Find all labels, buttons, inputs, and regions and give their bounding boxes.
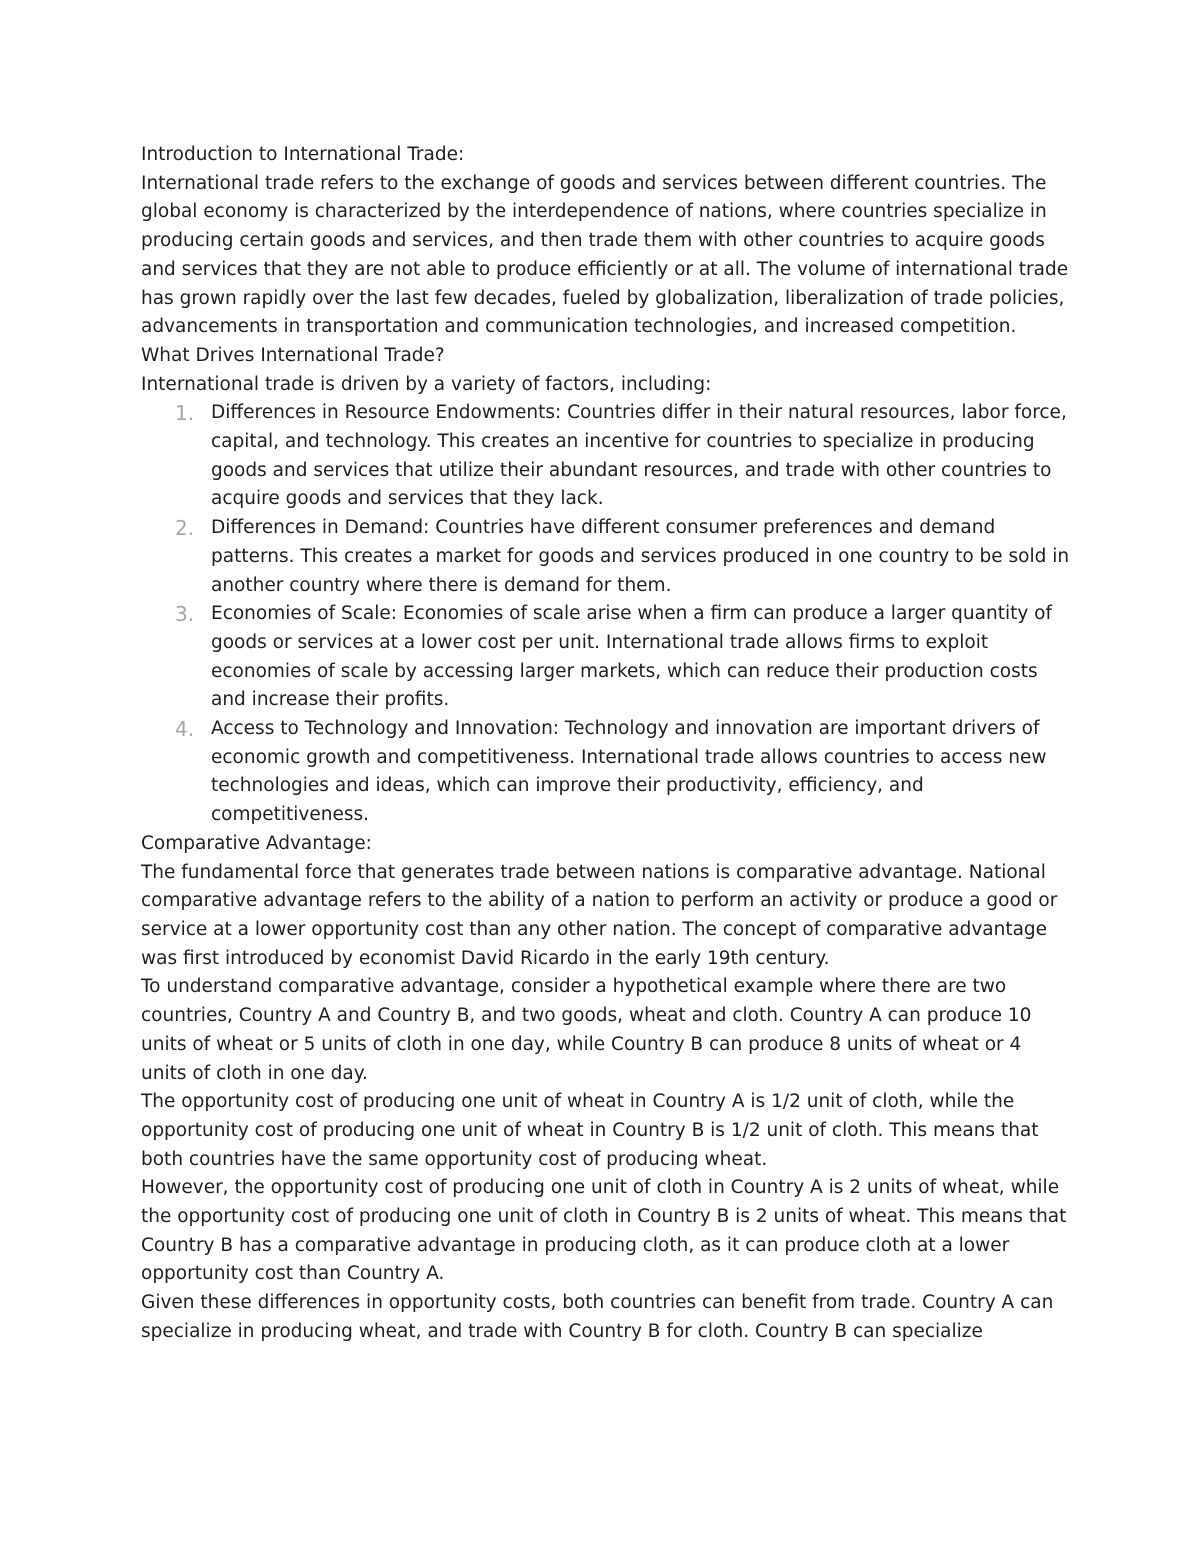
list-item-text: Economies of Scale: Economies of scale arise when a firm can produce a larger quantity of goods or services at a lower cost per unit. International trade allows firms to exploit economies of scale by accessing larger markets, which can reduce their production costs and increase their profits. [211,603,1053,711]
list-item [141,715,1071,830]
comparative-paragraph: The opportunity cost of producing one unit of wheat in Country A is 1/2 unit of cloth, while the opportunity cost of producing one unit of wheat in Country B is 1/2 unit of cloth. This means that both countries have the same opportunity cost of producing wheat. [141,1091,1039,1170]
comparative-paragraph: To understand comparative advantage, consider a hypothetical example where there are two countries, Country A and Country B, and two goods, wheat and cloth. Country A can produce 10 units of wheat or 5 units of cloth in one day, while Country B can produce 8 units of wheat or 4 units of cloth in one day. [141,976,1032,1084]
list-item [141,600,1071,715]
comparative-paragraph: However, the opportunity cost of producing one unit of cloth in Country A is 2 units of wheat, while the opportunity cost of producing one unit of cloth in Country B is 2 units of wheat. This means that Country B has a comparative advantage in producing cloth, as it can produce cloth at a lower opportunity cost than Country A. [141,1177,1067,1285]
drivers-intro: International trade is driven by a variety of factors, including: [141,373,712,395]
list-item [141,514,1071,600]
comparative-paragraph: The fundamental force that generates trade between nations is comparative advantage. National comparative advantage refers to the ability of a nation to perform an activity or produce a good or service at a lower opportunity cost than any other nation. The concept of comparative advantage was first introduced by economist David Ricardo in the early 19th century. [141,861,1058,969]
list-item-number: 4. [175,717,195,742]
intro-heading: Introduction to International Trade: [141,144,465,165]
comparative-heading: Comparative Advantage: [141,832,372,854]
list-item-number: 1. [175,401,195,426]
list-item-text: Differences in Demand: Countries have different consumer preferences and demand patterns. This creates a market for goods and services produced in one country to be sold in another country where there is demand for them. [211,517,1070,596]
list-item-number: 2. [175,516,195,541]
drivers-list [141,399,1071,830]
comparative-paragraph: Given these differences in opportunity costs, both countries can benefit from trade. Country A can specialize in producing wheat, and trade with Country B for cloth. Country B can specialize [141,1292,1054,1342]
drivers-heading: What Drives International Trade? [141,344,445,366]
list-item-text: Access to Technology and Innovation: Technology and innovation are important drivers of economic growth and competitiveness. International trade allows countries to access new technologies and ideas, which can improve their productivity, efficiency, and competitiveness. [211,718,1047,826]
list-item-number: 3. [175,602,195,627]
list-item-text: Differences in Resource Endowments: Countries differ in their natural resources, labor force, capital, and technology. This creates an incentive for countries to specialize in producing goods and services that utilize their abundant resources, and trade with other countries to acquire goods and services that they lack. [211,402,1067,510]
document-body [141,141,1071,1347]
list-item [141,399,1071,514]
intro-paragraph: International trade refers to the exchange of goods and services between different countries. The global economy is characterized by the interdependence of nations, where countries specialize in producing certain goods and services, and then trade them with other countries to acquire goods and services that they are not able to produce efficiently or at all. The volume of international trade has grown rapidly over the last few decades, fueled by globalization, liberalization of trade policies, advancements in transportation and communication technologies, and increased competition. [141,172,1069,338]
